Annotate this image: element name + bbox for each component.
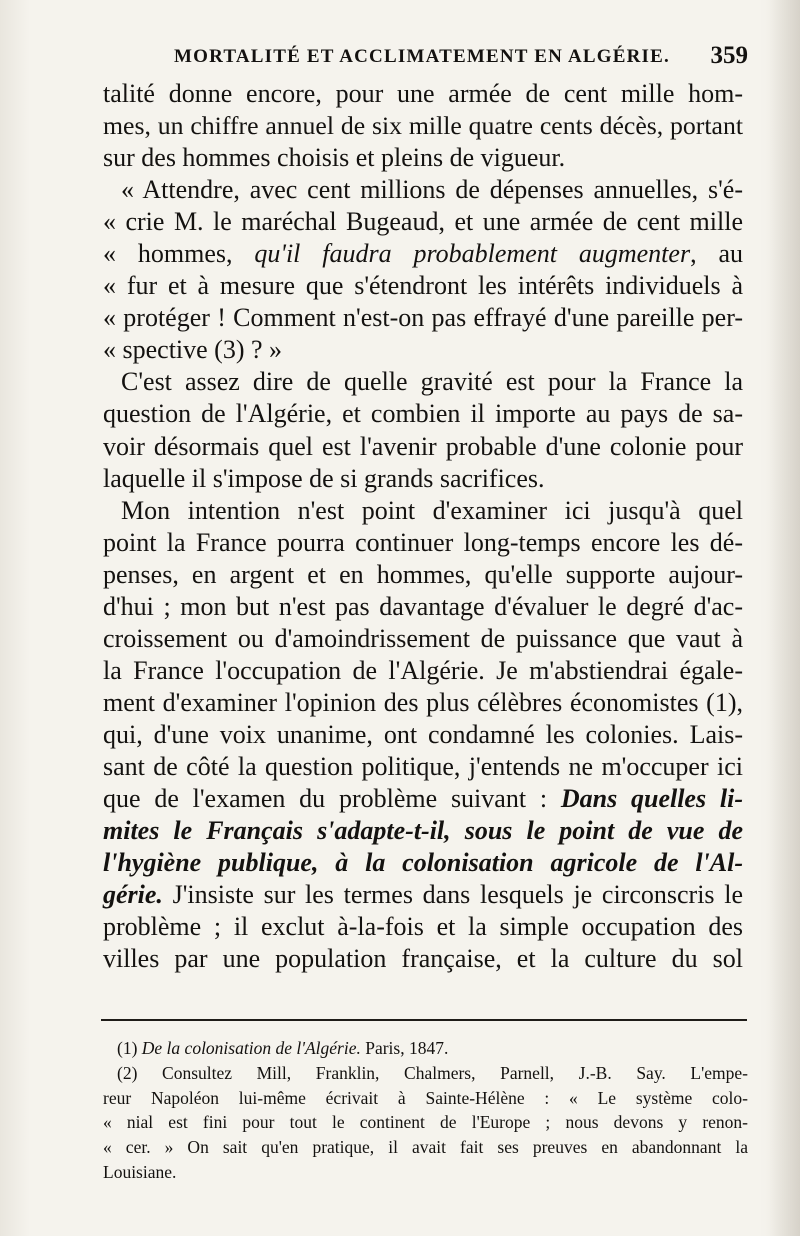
page-header bbox=[174, 44, 748, 74]
emphasis-text: Dans quelles li- bbox=[560, 784, 743, 814]
text-line: problème ; il exclut à-la-fois et la simple occupation des bbox=[103, 912, 743, 942]
quote-text: « hommes, bbox=[103, 239, 255, 269]
text-line: sant de côté la question politique, j'entends ne m'occuper ici bbox=[103, 751, 743, 781]
text-line: croissement ou d'amoindrissement de puissance que vaut à bbox=[103, 623, 743, 653]
footnote-2-line: « nial est fini pour tout le continent de l'Europe ; nous devons y renon- bbox=[103, 1112, 748, 1133]
footnote-rule bbox=[101, 1019, 747, 1021]
quote-text: , au bbox=[690, 239, 743, 269]
footnote-2-line: reur Napoléon lui-même écrivait à Sainte-Hélène : « Le système colo- bbox=[103, 1087, 748, 1108]
footnote-title: De la colonisation de l'Algérie. bbox=[141, 1038, 361, 1058]
text-line: ment d'examiner l'opinion des plus célèbres économistes (1), bbox=[103, 687, 743, 717]
page-shadow bbox=[768, 0, 800, 1236]
text-line: laquelle il s'impose de si grands sacrifices. bbox=[103, 463, 545, 493]
text-line bbox=[103, 879, 743, 911]
text-line: point la France pourra continuer long-temps encore les dé- bbox=[103, 527, 743, 557]
footnotes bbox=[103, 1036, 748, 1185]
text-line: villes par une population française, et la culture du sol bbox=[103, 944, 743, 974]
body-text-span: J'insiste sur les termes dans lesquels je circonscris le bbox=[162, 880, 743, 910]
footnote-1 bbox=[103, 1036, 748, 1061]
text-line: « crie M. le maréchal Bugeaud, et une armée de cent mille bbox=[103, 207, 743, 237]
text-line: voir désormais quel est l'avenir probable d'une colonie pour bbox=[103, 431, 743, 461]
text-line: « protéger ! Comment n'est-on pas effrayé d'une pareille per- bbox=[103, 303, 743, 333]
text-line: mes, un chiffre annuel de six mille quatre cents décès, portant bbox=[103, 111, 743, 141]
page-number: 359 bbox=[710, 42, 748, 69]
running-title: MORTALITÉ ET ACCLIMATEMENT EN ALGÉRIE. bbox=[174, 46, 670, 67]
body-text-span: que de l'examen du problème suivant : bbox=[103, 784, 561, 814]
text-line: penses, en argent et en hommes, qu'elle supporte aujour- bbox=[103, 559, 743, 589]
text-line: l'hygiène publique, à la colonisation agricole de l'Al- bbox=[103, 848, 743, 878]
footnote-2-line: Louisiane. bbox=[103, 1161, 177, 1182]
text-line: « Attendre, avec cent millions de dépenses annuelles, s'é- bbox=[121, 175, 743, 205]
footnote-2-line: (2) Consultez Mill, Franklin, Chalmers, Parnell, J.-B. Say. L'empe- bbox=[117, 1062, 748, 1083]
text-line: « fur et à mesure que s'étendront les intérêts individuels à bbox=[103, 271, 743, 301]
footnote-text: Paris, 1847. bbox=[360, 1038, 449, 1058]
text-line: la France l'occupation de l'Algérie. Je m'abstiendrai égale- bbox=[103, 655, 743, 685]
text-line: sur des hommes choisis et pleins de vigueur. bbox=[103, 143, 566, 173]
text-line: Mon intention n'est point d'examiner ici jusqu'à quel bbox=[121, 495, 743, 525]
italic-phrase: qu'il faudra probablement augmenter bbox=[254, 239, 691, 269]
text-line bbox=[103, 238, 743, 270]
text-line: question de l'Algérie, et combien il importe au pays de sa- bbox=[103, 399, 743, 429]
text-line: d'hui ; mon but n'est pas davantage d'évaluer le degré d'ac- bbox=[103, 591, 743, 621]
emphasis-text: gérie. bbox=[103, 880, 163, 910]
text-line: talité donne encore, pour une armée de cent mille hom- bbox=[103, 79, 743, 108]
footnote-marker: (1) bbox=[117, 1038, 138, 1058]
text-line: C'est assez dire de quelle gravité est pour la France la bbox=[121, 367, 743, 397]
footnote-2-line: « cer. » On sait qu'en pratique, il avait fait ses preuves en abandonnant la bbox=[103, 1137, 748, 1158]
text-line: qui, d'une voix unanime, ont condamné les colonies. Lais- bbox=[103, 719, 743, 749]
text-line bbox=[103, 783, 743, 815]
text-line: mites le Français s'adapte-t-il, sous le point de vue de bbox=[103, 816, 743, 846]
text-line: « spective (3) ? » bbox=[103, 335, 283, 365]
body-text bbox=[103, 78, 743, 975]
